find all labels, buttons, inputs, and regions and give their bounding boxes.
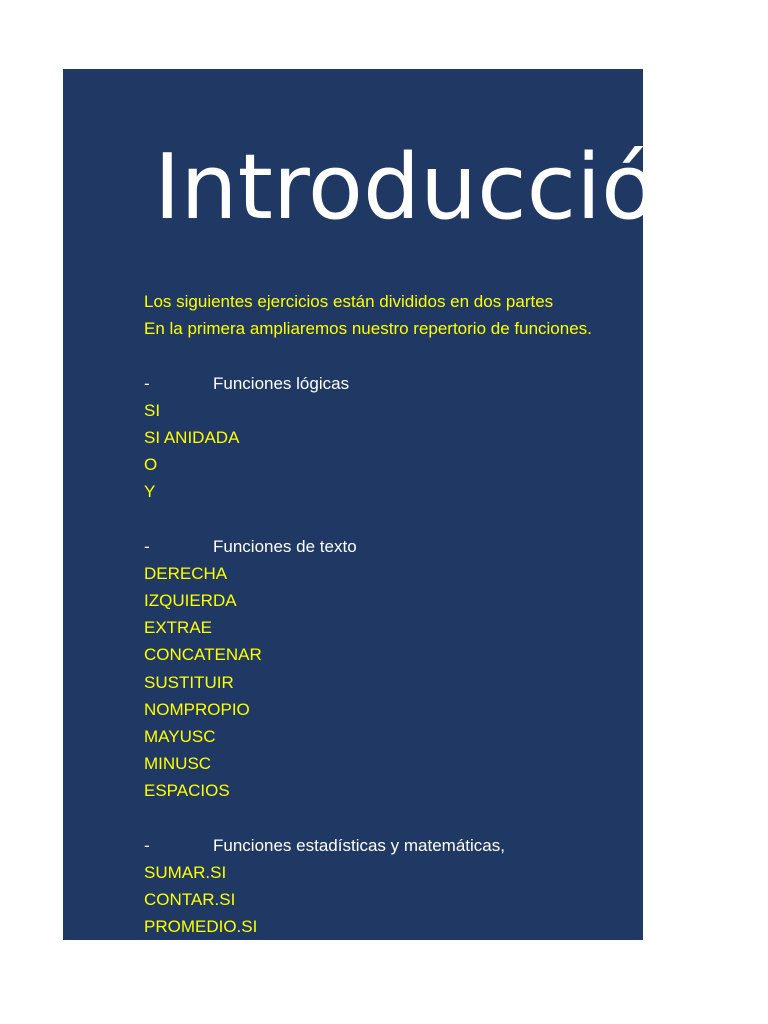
content-panel <box>63 69 714 940</box>
list-item: SUSTITUIR <box>144 672 234 692</box>
list-item: SI <box>144 400 161 420</box>
section-heading-label: Funciones de texto <box>213 536 357 556</box>
page-title: Introducción <box>154 135 714 240</box>
list-item: SI ANIDADA <box>144 427 240 447</box>
list-item: EXTRAE <box>144 618 213 638</box>
list-item: IZQUIERDA <box>144 591 237 611</box>
list-item: CONTAR.SI <box>144 890 236 910</box>
section-heading-stats <box>144 832 592 859</box>
list-item: MINUSC <box>144 754 212 774</box>
list-item: CONCATENAR <box>144 645 262 665</box>
list-item: Y <box>144 482 156 502</box>
intro-line-1: Los siguientes ejercicios están divididos en dos partes <box>144 292 554 311</box>
spacer <box>144 805 592 832</box>
section-heading-text <box>144 533 592 560</box>
spacer <box>144 342 592 369</box>
list-item: NOMPROPIO <box>144 699 250 719</box>
list-item: PROMEDIO.SI <box>144 917 258 937</box>
body-text <box>144 288 592 941</box>
spacer <box>144 506 592 533</box>
section-heading-label: Funciones lógicas <box>213 373 350 393</box>
section-heading-label: Funciones estadísticas y matemáticas, <box>213 835 505 855</box>
list-item: O <box>144 455 158 475</box>
list-item: MAYUSC <box>144 727 216 746</box>
bullet-dash: - <box>144 373 150 393</box>
list-item: ESPACIOS <box>144 781 230 801</box>
bullet-dash: - <box>144 536 150 556</box>
section-heading-logical <box>144 370 592 397</box>
list-item: DERECHA <box>144 563 228 583</box>
list-item: SUMAR.SI <box>144 862 227 882</box>
intro-line-2: En la primera ampliaremos nuestro repertorio de funciones. <box>144 319 592 339</box>
bullet-dash: - <box>144 835 150 855</box>
